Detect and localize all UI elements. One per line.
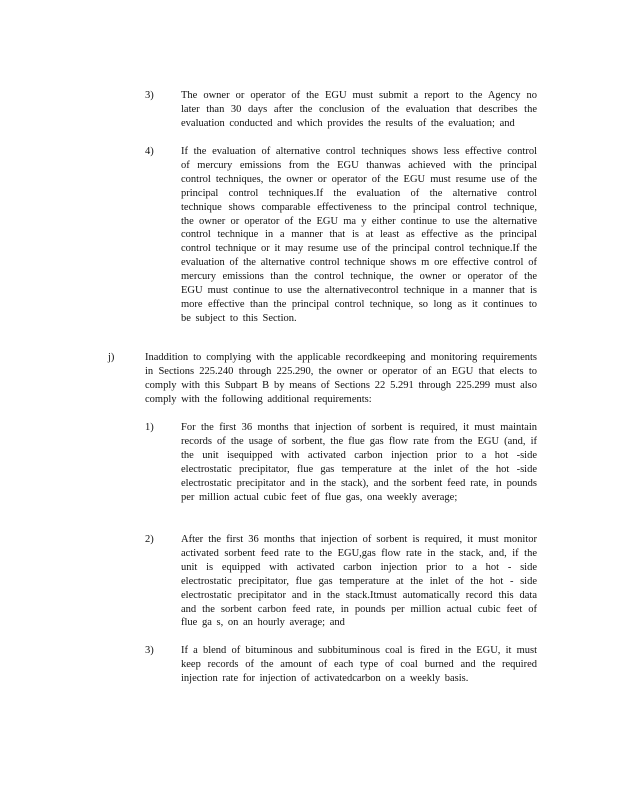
item-text: If a blend of bituminous and subbituminous coal is fired in the EGU, it must keep records of the amount of each type of coal burned and the required injection rate for injection of activatedcarbon on a weekly basis. <box>181 645 537 684</box>
item-text: For the first 36 months that injection of sorbent is required, it must maintain records of the usage of sorbent, the flue gas flow rate from the EGU (and, if the unit isequipped with activated carbon injection prior to a hot -side electrostatic precipitator, flue gas temperature at the inlet of the hot -side electrostatic precipitator and in the stack), and the sorbent feed rate, in pounds per million actual cubic feet of flue gas, ona weekly average; <box>181 422 537 503</box>
item-label: 3) <box>145 90 154 101</box>
item-label: 4) <box>145 146 154 157</box>
item-text: If the evaluation of alternative control techniques shows less effective control of mercury emissions from the EGU thanwas achieved with the principal control techniques, the owner or operator of the EGU must resume use of the principal control techniques.If the evaluation of the alternative control technique shows comparable effectiveness to the principal control technique, the owner or operator of the EGU ma y either continue to use the alternative control technique in a manner that is at least as effective as the principal control technique or it may resume use of the principal control technique.If the evaluation of the alternative control technique shows m ore effective control of mercury emissions than the control technique, the owner or operator of the EGU must continue to use the alternativecontrol technique in a manner that is more effective than the principal control technique, so long as it continues to be subject to this Section. <box>181 146 537 324</box>
item-label: 1) <box>145 422 154 433</box>
item-label: j) <box>108 352 115 363</box>
item-text: After the first 36 months that injection of sorbent is required, it must monitor activated sorbent feed rate to the EGU,gas flow rate in the stack, and, if the unit is equipped with activated carbon injection prior to a hot - side electrostatic precipitator, flue gas temperature at the inlet of the hot - side electrostatic precipitator and in the stack.Itmust automatically record this data and the sorbent carbon feed rate, in pounds per million actual cubic feet of flue ga s, on an hourly average; and <box>181 534 537 629</box>
item-label: 3) <box>145 645 154 656</box>
item-label: 2) <box>145 534 154 545</box>
item-text: Inaddition to complying with the applicable recordkeeping and monitoring requirements in Sections 225.240 through 225.290, the owner or operator of an EGU that elects to comply with this Subpart B by means of Sections 22 5.291 through 225.299 must also comply with the following additional requirements: <box>145 352 537 405</box>
item-text: The owner or operator of the EGU must submit a report to the Agency no later than 30 days after the conclusion of the evaluation that describes the evaluation conducted and which provides the results of the evaluation; and <box>181 90 537 129</box>
